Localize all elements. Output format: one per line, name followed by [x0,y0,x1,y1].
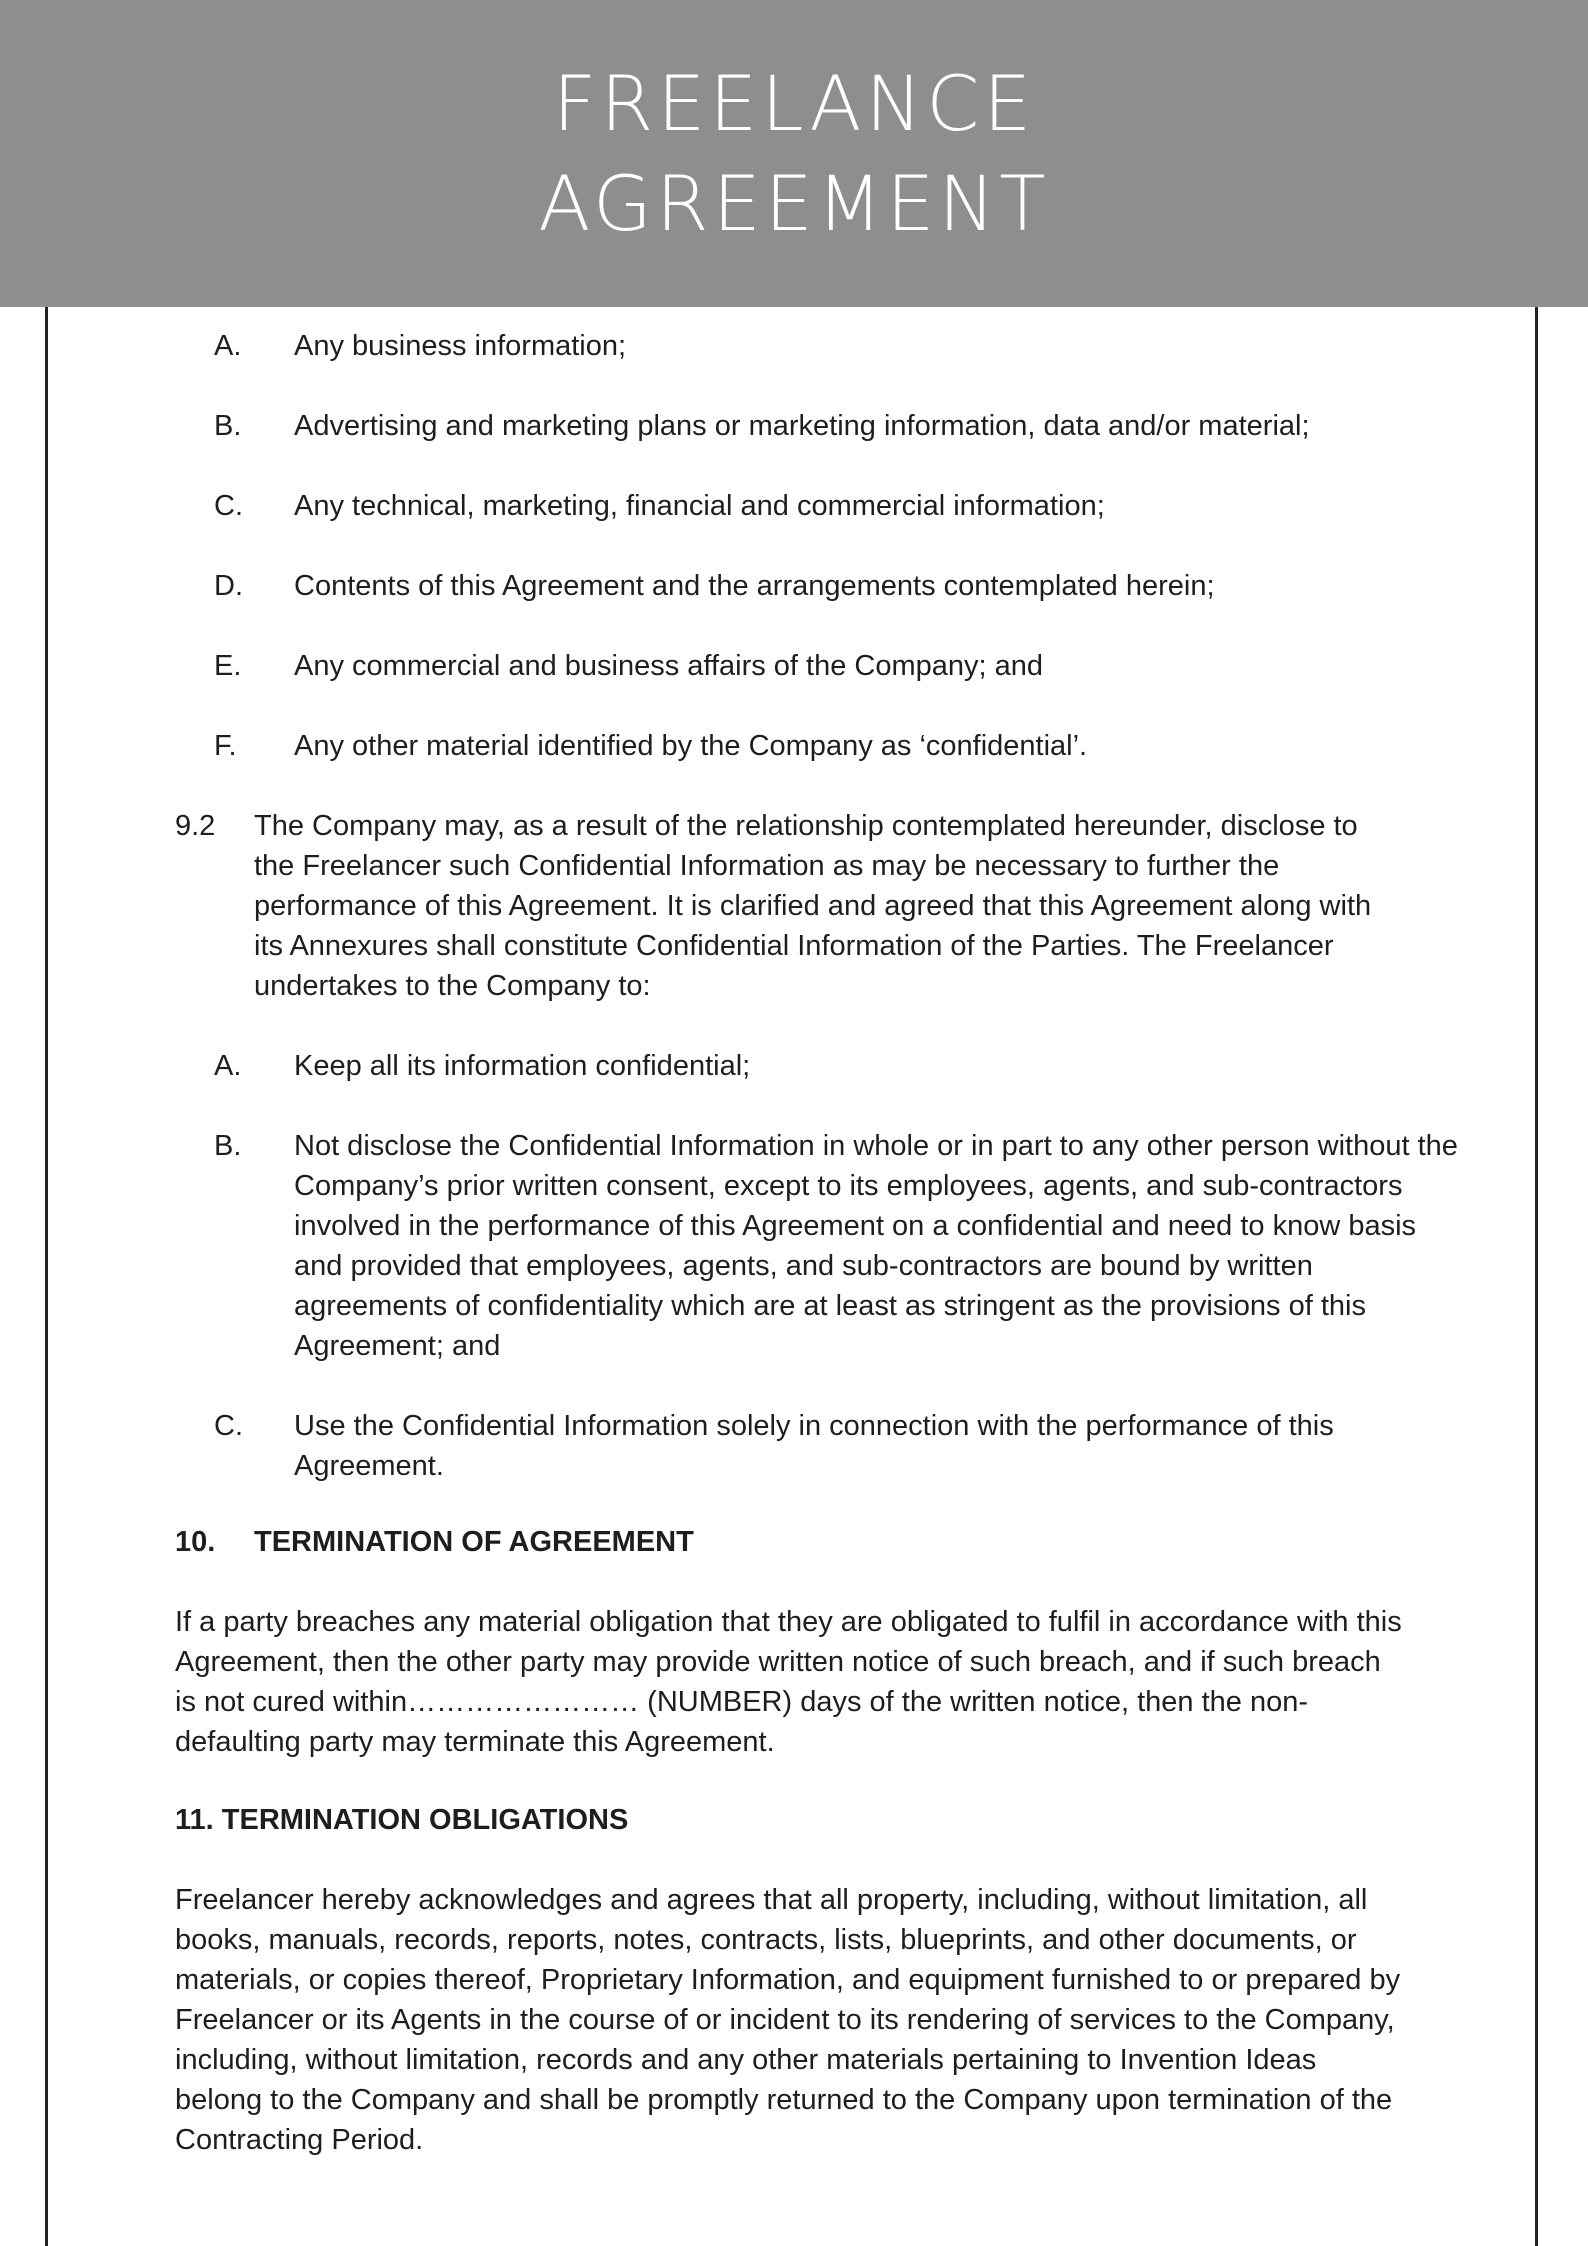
list-item: B. Not disclose the Confidential Information in whole or in part to any other person without the Company’s prior written consent, except to its employees, agents, and sub-contractors involved in the performance of this Agreement on a confidential and need to know basis and provided that employees, agents, and sub-contractors are bound by written agreements of confidentiality which are at least as stringent as the provisions of this Agreement; and [214,1130,1458,1362]
list-item: F. Any other material identified by the Company as ‘confidential’. [214,730,1088,762]
section-heading: TERMINATION OF AGREEMENT [254,1526,694,1558]
title-line-2: AGREEMENT [538,158,1050,248]
clause-number: 9.2 [175,810,216,842]
title-line-1: FREELANCE [552,58,1036,148]
list-item: C. Use the Confidential Information solely in connection with the performance of this Agreement. [214,1410,1334,1482]
clause-text: The Company may, as a result of the relationship contemplated hereunder, disclose to the Freelancer such Confidential Information as may be necessary to further the performance of this Agreement. It is clarified and agreed that this Agreement along with its Annexures shall constitute Confidential Information of the Parties. The Freelancer undertakes to the Company to: [254,810,1372,1002]
list-item: C. Any technical, marketing, financial and commercial information; [214,490,1105,522]
list-item: D. Contents of this Agreement and the arrangements contemplated herein; [214,570,1215,602]
list-item: A. Keep all its information confidential; [214,1050,751,1082]
title-banner [0,0,1588,307]
section-body: Freelancer hereby acknowledges and agrees that all property, including, without limitation, all books, manuals, records, reports, notes, contracts, lists, blueprints, and other documents, or materials, or copies thereof, Proprietary Information, and equipment furnished to or prepared by Freelancer or its Agents in the course of or incident to its rendering of services to the Company, including, without limitation, records and any other materials pertaining to Invention Ideas belong to the Company and shall be promptly returned to the Company upon termination of the Contracting Period. [175,1884,1401,2156]
section-heading: 11. TERMINATION OBLIGATIONS [175,1804,629,1836]
list-item: B. Advertising and marketing plans or marketing information, data and/or material; [214,410,1310,442]
section-body: If a party breaches any material obligation that they are obligated to fulfil in accordance with this Agreement, then the other party may provide written notice of such breach, and if such breach is not cured within…………………… (NUMBER) days of the written notice, then the non-defaulting party may terminate this Agreement. [175,1606,1402,1758]
list-item: A. Any business information; [214,330,627,362]
section-number: 10. [175,1526,216,1558]
list-item: E. Any commercial and business affairs of the Company; and [214,650,1044,682]
